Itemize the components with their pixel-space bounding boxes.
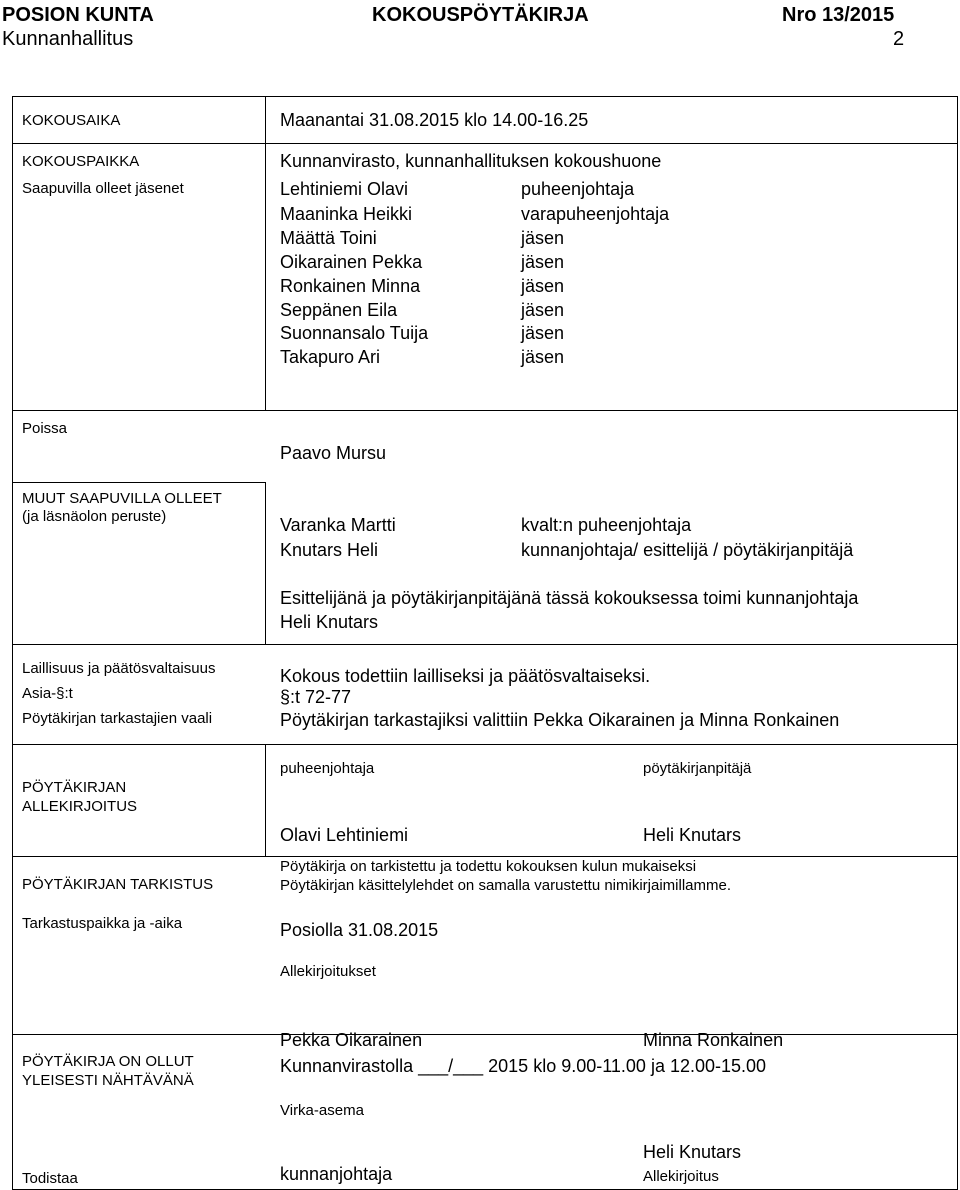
presenter-note-name: Heli Knutars [280, 612, 379, 632]
member-name: Seppänen Eila [280, 300, 398, 320]
member-name: Maaninka Heikki [280, 204, 413, 224]
document-type: KOKOUSPÖYTÄKIRJA [372, 4, 589, 26]
member-name: Määttä Toini [280, 228, 377, 248]
member-role: jäsen [521, 347, 565, 367]
column-divider [265, 744, 266, 856]
public-display-label-line1: PÖYTÄKIRJA ON OLLUT [22, 1053, 194, 1070]
review-label: PÖYTÄKIRJAN TARKISTUS [22, 876, 214, 893]
member-name: Suonnansalo Tuija [280, 323, 429, 343]
member-name: Ronkainen Minna [280, 276, 421, 296]
table-right-border [957, 96, 958, 1190]
reviewers-election-label: Pöytäkirjan tarkastajien vaali [22, 710, 213, 727]
member-role: jäsen [521, 323, 565, 343]
other-person-role: kunnanjohtaja/ esittelijä / pöytäkirjanpitäjä [521, 540, 854, 560]
member-name: Oikarainen Pekka [280, 252, 423, 272]
certifier-name: Heli Knutars [643, 1142, 742, 1162]
certifier-role: kunnanjohtaja [280, 1164, 393, 1184]
secretary-name: Heli Knutars [643, 825, 742, 845]
member-role: jäsen [521, 252, 565, 272]
secretary-role: pöytäkirjanpitäjä [643, 760, 752, 777]
row-separator [12, 1034, 958, 1035]
office-label: Virka-asema [280, 1102, 364, 1119]
reviewers-election-value: Pöytäkirjan tarkastajiksi valittiin Pekka Oikarainen ja Minna Ronkainen [280, 710, 840, 730]
member-role: jäsen [521, 228, 565, 248]
page-number: 2 [893, 28, 905, 50]
member-name: Lehtiniemi Olavi [280, 179, 409, 199]
reviewer-1-name: Pekka Oikarainen [280, 1030, 423, 1050]
member-role: puheenjohtaja [521, 179, 635, 199]
present-members-label: Saapuvilla olleet jäsenet [22, 180, 184, 197]
items-value: §:t 72-77 [280, 687, 352, 707]
other-person-role: kvalt:n puheenjohtaja [521, 515, 692, 535]
signature-label-line2: ALLEKIRJOITUS [22, 798, 138, 815]
meeting-time-label: KOKOUSAIKA [22, 112, 121, 129]
public-display-value: Kunnanvirastolla ___/___ 2015 klo 9.00-11.00 ja 12.00-15.00 [280, 1056, 767, 1076]
absent-label: Poissa [22, 420, 68, 437]
meeting-place-value: Kunnanvirasto, kunnanhallituksen kokoushuone [280, 151, 662, 171]
review-place-label: Tarkastuspaikka ja -aika [22, 915, 183, 932]
meeting-time-value: Maanantai 31.08.2015 klo 14.00-16.25 [280, 110, 589, 130]
row-separator [12, 410, 958, 411]
absent-name: Paavo Mursu [280, 443, 387, 463]
org-name: POSION KUNTA [2, 4, 154, 26]
row-separator [12, 482, 266, 483]
others-present-label: MUUT SAAPUVILLA OLLEET [22, 490, 222, 507]
member-name: Takapuro Ari [280, 347, 381, 367]
chair-role: puheenjohtaja [280, 760, 375, 777]
certify-label: Todistaa [22, 1170, 78, 1187]
body-name: Kunnanhallitus [2, 28, 134, 50]
meeting-place-label: KOKOUSPAIKKA [22, 153, 140, 170]
row-separator [12, 143, 958, 144]
presenter-note: Esittelijänä ja pöytäkirjanpitäjänä tässä kokouksessa toimi kunnanjohtaja [280, 588, 859, 608]
row-separator [12, 856, 958, 857]
review-statement-line2: Pöytäkirjan käsittelylehdet on samalla varustettu nimikirjaimillamme. [280, 877, 732, 894]
signatures-label: Allekirjoitukset [280, 963, 376, 980]
certifier-signature-label: Allekirjoitus [643, 1168, 719, 1185]
legality-value: Kokous todettiin lailliseksi ja päätösvaltaiseksi. [280, 666, 651, 686]
items-label: Asia-§:t [22, 685, 73, 702]
member-role: varapuheenjohtaja [521, 204, 670, 224]
other-person-name: Varanka Martti [280, 515, 396, 535]
row-separator [12, 644, 958, 645]
member-role: jäsen [521, 300, 565, 320]
document-number: Nro 13/2015 [782, 4, 895, 26]
others-present-basis-label: (ja läsnäolon peruste) [22, 508, 167, 525]
table-top-border [12, 96, 958, 97]
review-statement-line1: Pöytäkirja on tarkistettu ja todettu kokouksen kulun mukaiseksi [280, 858, 697, 875]
signature-label-line1: PÖYTÄKIRJAN [22, 779, 127, 796]
reviewer-2-name: Minna Ronkainen [643, 1030, 784, 1050]
public-display-label-line2: YLEISESTI NÄHTÄVÄNÄ [22, 1072, 194, 1089]
review-place-value: Posiolla 31.08.2015 [280, 920, 439, 940]
chair-name: Olavi Lehtiniemi [280, 825, 409, 845]
member-role: jäsen [521, 276, 565, 296]
row-separator [12, 744, 958, 745]
legality-label: Laillisuus ja päätösvaltaisuus [22, 660, 216, 677]
column-divider [265, 482, 266, 644]
table-left-border [12, 96, 13, 1190]
other-person-name: Knutars Heli [280, 540, 379, 560]
